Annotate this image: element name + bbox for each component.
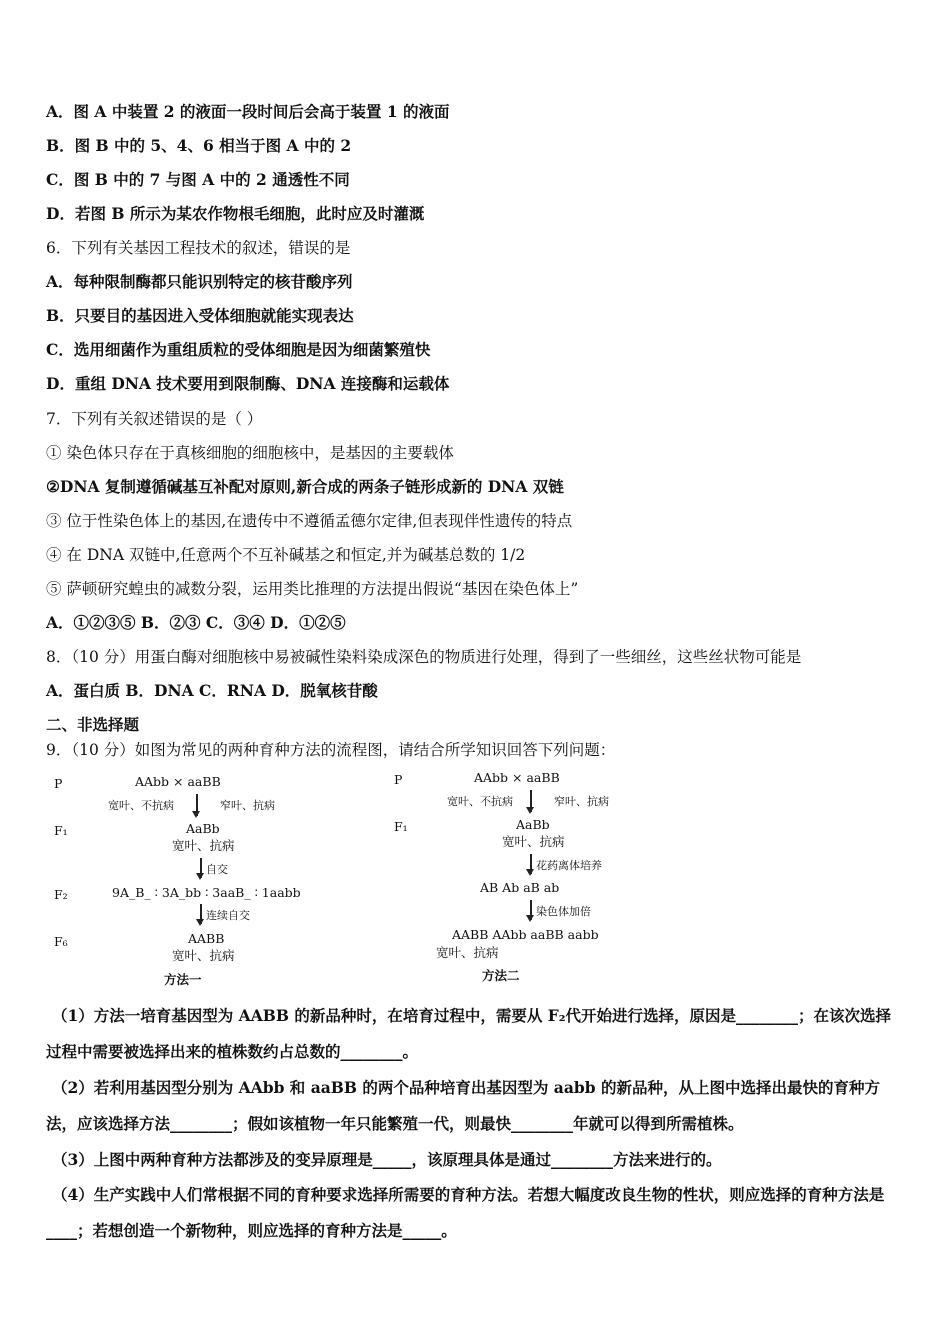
q5-option-c: C．图 B 中的 7 与图 A 中的 2 通透性不同: [46, 170, 350, 189]
breeding-diagram-method-1: [50, 770, 350, 985]
parent-right-phenotype: 窄叶、抗病: [554, 795, 609, 808]
step-selfing: 自交: [206, 863, 228, 876]
f1-genotype: AaBb: [516, 817, 550, 832]
generation-label-f1: F₁: [54, 823, 68, 838]
arrow-down-icon: [530, 854, 532, 874]
q7-statement-1: ① 染色体只存在于真核细胞的细胞核中，是基因的主要载体: [46, 444, 454, 462]
q6-option-d: D．重组 DNA 技术要用到限制酶、DNA 连接酶和运载体: [46, 374, 450, 393]
q7-options: A．①②③⑤ B．②③ C．③④ D．①②⑤: [46, 613, 346, 632]
step-continuous-selfing: 连续自交: [206, 909, 250, 922]
arrow-down-icon: [200, 904, 202, 924]
f2-ratio: 9A_B_ ∶ 3A_bb ∶ 3aaB_ ∶ 1aabb: [112, 885, 301, 900]
q5-option-a: A．图 A 中装置 2 的液面一段时间后会高于装置 1 的液面: [46, 102, 450, 121]
q9-subquestion-2: （2）若利用基因型分别为 AAbb 和 aaBB 的两个品种培育出基因型为 aabb 的新品种，从上图中选择出最快的育种方法，应该选择方法________；假如该植物一年只能繁殖一代，则最快________年就可以得到所需植株。: [46, 1078, 880, 1133]
q7-statement-5: ⑤ 萨顿研究蝗虫的减数分裂，运用类比推理的方法提出假说“基因在染色体上”: [46, 580, 579, 598]
f1-phenotype: 宽叶、抗病: [502, 834, 565, 849]
q9-subquestion-3: （3）上图中两种育种方法都涉及的变异原理是_____，该原理具体是通过________方法来进行的。: [52, 1150, 722, 1169]
generation-label-p: P: [394, 772, 403, 787]
generation-label-p: P: [54, 776, 63, 791]
q9-subquestion-1: （1）方法一培育基因型为 AABB 的新品种时，在培育过程中，需要从 F₂代开始进行选择，原因是________；在该次选择过程中需要被选择出来的植株数约占总数的________。: [46, 1006, 892, 1061]
arrow-down-icon: [530, 900, 532, 920]
q5-option-d: D．若图 B 所示为某农作物根毛细胞，此时应及时灌溉: [46, 204, 425, 223]
q7-statement-4: ④ 在 DNA 双链中,任意两个不互补碱基之和恒定,并为碱基总数的 1/2: [46, 546, 526, 564]
section-heading: 二、非选择题: [46, 715, 140, 734]
q8-stem: 8．（10 分）用蛋白酶对细胞核中易被碱性染料染成深色的物质进行处理，得到了一些细丝，这些丝状物可能是: [46, 648, 802, 666]
parent-left-phenotype: 宽叶、不抗病: [108, 799, 174, 812]
generation-label-f6: F₆: [54, 934, 68, 949]
method-2-caption: 方法二: [482, 968, 520, 983]
step-chromosome-doubling: 染色体加倍: [536, 905, 591, 918]
f1-genotype: AaBb: [186, 821, 220, 836]
parent-genotypes: AAbb × aaBB: [135, 774, 221, 789]
f6-phenotype: 宽叶、抗病: [172, 948, 235, 963]
q6-option-b: B．只要目的基因进入受体细胞就能实现表达: [46, 306, 354, 325]
q7-statement-2: ②DNA 复制遵循碱基互补配对原则,新合成的两条子链形成新的 DNA 双链: [46, 477, 564, 496]
q9-subquestion-4: （4）生产实践中人们常根据不同的育种要求选择所需要的育种方法。若想大幅度改良生物的性状，则应选择的育种方法是____；若想创造一个新物种，则应选择的育种方法是_____。: [46, 1185, 885, 1240]
q6-option-c: C．选用细菌作为重组质粒的受体细胞是因为细菌繁殖快: [46, 340, 431, 359]
arrow-down-icon: [530, 790, 532, 812]
parent-right-phenotype: 窄叶、抗病: [220, 799, 275, 812]
generation-label-f2: F₂: [54, 887, 68, 902]
q7-statement-3: ③ 位于性染色体上的基因,在遗传中不遵循孟德尔定律,但表现伴性遗传的特点: [46, 512, 573, 530]
generation-label-f1: F₁: [394, 819, 408, 834]
q6-stem: 6．下列有关基因工程技术的叙述，错误的是: [46, 239, 351, 257]
q7-stem: 7．下列有关叙述错误的是（ ）: [46, 410, 263, 428]
q6-option-a: A．每种限制酶都只能识别特定的核苷酸序列: [46, 272, 353, 291]
result-genotypes: AABB AAbb aaBB aabb: [452, 927, 599, 942]
method-1-caption: 方法一: [164, 972, 202, 987]
parent-left-phenotype: 宽叶、不抗病: [447, 795, 513, 808]
q9-stem: 9．（10 分）如图为常见的两种育种方法的流程图，请结合所学知识回答下列问题：: [46, 741, 616, 759]
parent-genotypes: AAbb × aaBB: [474, 770, 560, 785]
result-phenotype: 宽叶、抗病: [436, 945, 499, 960]
step-anther-culture: 花药离体培养: [536, 859, 602, 872]
arrow-down-icon: [200, 858, 202, 878]
f6-genotype: AABB: [188, 931, 225, 946]
arrow-down-icon: [196, 794, 198, 816]
q5-option-b: B．图 B 中的 5、4、6 相当于图 A 中的 2: [46, 136, 352, 155]
f1-phenotype: 宽叶、抗病: [172, 838, 235, 853]
q8-options: A．蛋白质 B．DNA C．RNA D．脱氧核苷酸: [46, 681, 378, 700]
breeding-diagram-method-2: [392, 770, 692, 985]
gametes: AB Ab aB ab: [480, 880, 560, 895]
